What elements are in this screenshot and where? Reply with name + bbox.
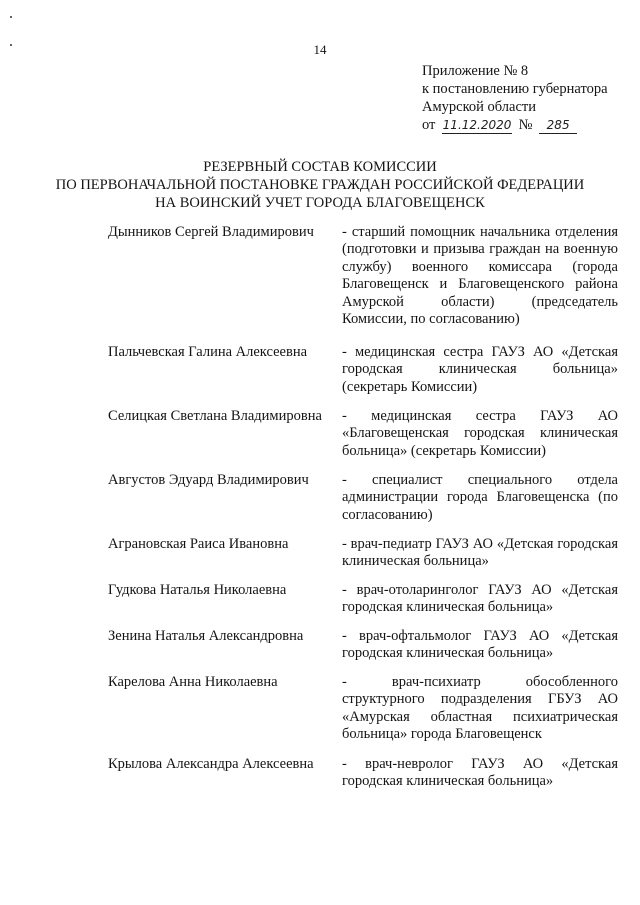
member-name: Селицкая Светлана Владимировна	[108, 408, 322, 424]
member-row	[108, 472, 618, 536]
member-row	[108, 674, 618, 756]
member-name: Карелова Анна Николаевна	[108, 674, 278, 690]
member-row	[108, 408, 618, 472]
member-name: Дынников Сергей Владимирович	[108, 224, 314, 240]
handwritten-number: 285	[539, 118, 577, 134]
member-name: Гудкова Наталья Николаевна	[108, 582, 287, 598]
member-name: Пальчевская Галина Алексеевна	[108, 344, 308, 360]
member-name: Августов Эдуард Владимирович	[108, 472, 309, 488]
appendix-date-line	[422, 116, 622, 134]
member-row	[108, 628, 618, 674]
member-role: - медицинская сестра ГАУЗ АО «Благовещенская городская клиническая больница» (секретарь Комиссии)	[342, 408, 618, 459]
document-title	[0, 158, 640, 212]
member-row	[108, 536, 618, 582]
member-name: Крылова Александра Алексеевна	[108, 756, 314, 772]
member-row	[108, 582, 618, 628]
member-role: - специалист специального отдела администрации города Благовещенска (по согласованию)	[342, 472, 618, 523]
page-number: 14	[313, 42, 327, 57]
member-role: - врач-офтальмолог ГАУЗ АО «Детская городская клиническая больница»	[342, 628, 618, 662]
title-line: ПО ПЕРВОНАЧАЛЬНОЙ ПОСТАНОВКЕ ГРАЖДАН РОССИЙСКОЙ ФЕДЕРАЦИИ	[55, 177, 585, 193]
appendix-header	[422, 62, 622, 134]
member-role: - врач-психиатр обособленного структурного подразделения ГБУЗ АО «Амурская областная психиатрическая больница» города Благовещенск	[342, 674, 618, 743]
member-name: Аграновская Раиса Ивановна	[108, 536, 289, 552]
member-role: - врач-невролог ГАУЗ АО «Детская городская клиническая больница»	[342, 756, 618, 790]
member-role: - старший помощник начальника отделения (подготовки и призыва граждан на военную службу) военного комиссара (города Благовещенск и Благовещенского района Амурской области) (председатель Комиссии, по согласованию)	[342, 224, 618, 328]
appendix-line: Амурской области	[422, 99, 536, 115]
date-prefix: от	[422, 117, 436, 133]
handwritten-date: 11.12.2020	[442, 118, 512, 132]
member-row	[108, 756, 618, 802]
member-row	[108, 344, 618, 408]
title-line: НА ВОИНСКИЙ УЧЕТ ГОРОДА БЛАГОВЕЩЕНСК	[155, 195, 485, 211]
scan-mark	[10, 16, 12, 18]
number-prefix: №	[518, 117, 533, 133]
member-role: - врач-педиатр ГАУЗ АО «Детская городская клиническая больница»	[342, 536, 618, 570]
appendix-line: к постановлению губернатора	[422, 81, 608, 97]
title-line: РЕЗЕРВНЫЙ СОСТАВ КОМИССИИ	[203, 159, 437, 175]
members-list	[108, 224, 618, 802]
member-role: - врач-отоларинголог ГАУЗ АО «Детская городская клиническая больница»	[342, 582, 618, 616]
appendix-line: Приложение № 8	[422, 63, 529, 79]
member-name: Зенина Наталья Александровна	[108, 628, 304, 644]
member-role: - медицинская сестра ГАУЗ АО «Детская городская клиническая больница» (секретарь Комиссии)	[342, 344, 618, 395]
member-row	[108, 224, 618, 344]
